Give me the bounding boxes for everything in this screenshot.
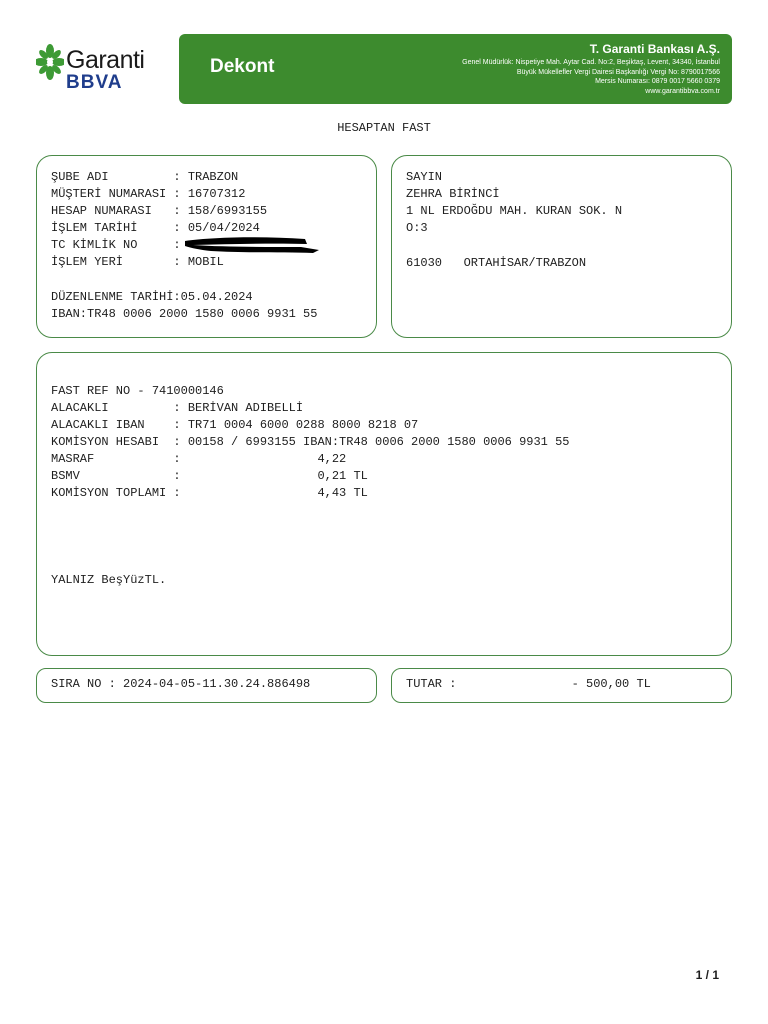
bank-info-line: Mersis Numarası: 0879 0017 5660 0379	[595, 78, 720, 86]
header-title: Dekont	[210, 56, 275, 77]
recipient-address-box	[391, 155, 732, 338]
brand-name: Garanti	[66, 46, 145, 74]
bank-info-line: Genel Müdürlük: Nispetiye Mah. Aytar Cad. No:2, Beşiktaş, Levent, 34340, İstanbul	[462, 59, 720, 66]
sequence-number: SIRA NO : 2024-04-05-11.30.24.886498	[51, 677, 311, 691]
customer-number-line: MÜŞTERİ NUMARASI : 16707312	[51, 187, 246, 201]
brand-sub: BBVA	[66, 72, 123, 93]
document-title: HESAPTAN FAST	[337, 121, 431, 135]
tc-id-line: TC KİMLİK NO :	[51, 238, 181, 252]
address-line-1: 1 NL ERDOĞDU MAH. KURAN SOK. N	[406, 204, 623, 218]
clover-logo-icon	[36, 44, 64, 80]
commission-account-line: KOMİSYON HESABI : 00158 / 6993155 IBAN:TR48 0006 2000 1580 0006 9931 55	[51, 435, 570, 449]
garanti-bbva-logo	[36, 44, 154, 94]
total-amount: TUTAR : - 500,00 TL	[406, 677, 651, 691]
page-number: 1 / 1	[695, 968, 719, 982]
fast-ref-line: FAST REF NO - 7410000146	[51, 384, 224, 398]
account-number-line: HESAP NUMARASI : 158/6993155	[51, 204, 268, 218]
bank-name: T. Garanti Bankası A.Ş.	[589, 42, 720, 56]
iban-line: IBAN:TR48 0006 2000 1580 0006 9931 55	[51, 307, 318, 321]
bsmv-line: BSMV : 0,21 TL	[51, 469, 368, 483]
transaction-date-line: İŞLEM TARİHİ : 05/04/2024	[51, 221, 260, 235]
fee-line: MASRAF : 4,22	[51, 452, 347, 466]
bank-info-line: Büyük Mükellefler Vergi Dairesi Başkanlığı Vergi No: 8790017566	[516, 68, 720, 76]
amount-in-words: YALNIZ BeşYüzTL.	[51, 573, 167, 587]
postal-city-line: 61030 ORTAHİSAR/TRABZON	[406, 256, 587, 270]
bank-info-line: www.garantibbva.com.tr	[645, 87, 720, 95]
header-banner	[179, 34, 732, 104]
payee-line: ALACAKLI : BERİVAN ADIBELLİ	[51, 401, 304, 415]
payee-iban-line: ALACAKLI IBAN : TR71 0004 6000 0288 8000 8218 07	[51, 418, 419, 432]
bank-info	[462, 58, 720, 96]
commission-total-line: KOMİSYON TOPLAMI : 4,43 TL	[51, 486, 368, 500]
transaction-place-line: İŞLEM YERİ : MOBIL	[51, 255, 224, 269]
redaction-mark	[183, 235, 323, 257]
issue-date-line: DÜZENLENME TARİHİ:05.04.2024	[51, 290, 253, 304]
salutation-line: SAYIN	[406, 170, 443, 184]
branch-line: ŞUBE ADI : TRABZON	[51, 170, 239, 184]
address-line-2: O:3	[406, 221, 428, 235]
customer-name-line: ZEHRA BİRİNCİ	[406, 187, 500, 201]
